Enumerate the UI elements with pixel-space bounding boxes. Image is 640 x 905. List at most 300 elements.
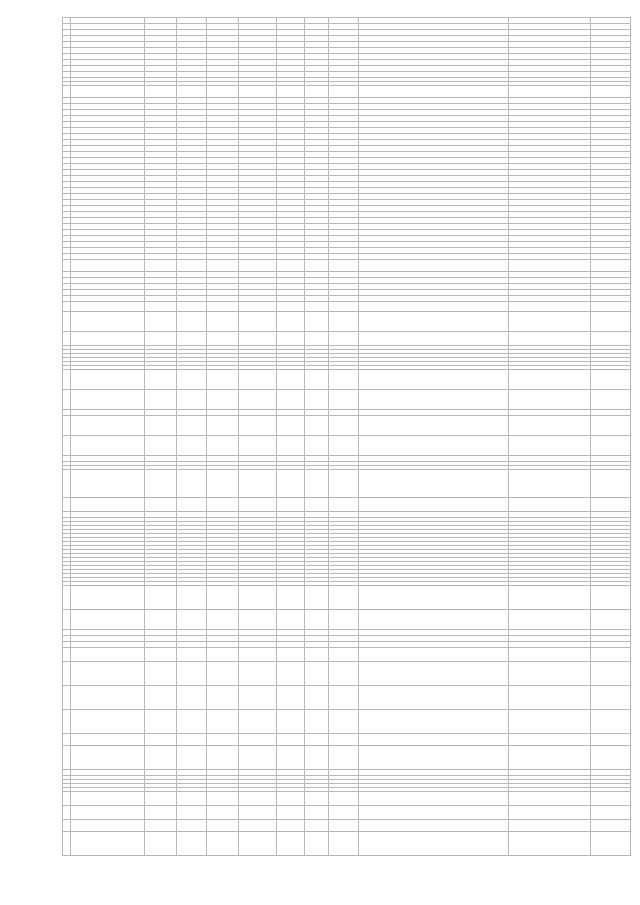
table-cell — [239, 86, 277, 98]
table-cell — [239, 498, 277, 512]
table-cell — [145, 470, 177, 498]
table-cell — [329, 662, 359, 686]
table-cell — [71, 312, 145, 332]
table-cell — [591, 586, 631, 610]
table-cell — [177, 832, 207, 856]
table-row — [63, 302, 631, 312]
table-cell — [145, 370, 177, 390]
table-cell — [359, 746, 509, 770]
table-row — [63, 734, 631, 746]
table-cell — [277, 470, 305, 498]
table-cell — [145, 436, 177, 456]
table-cell — [239, 746, 277, 770]
table-cell — [509, 792, 591, 806]
table-cell — [145, 746, 177, 770]
table-cell — [71, 610, 145, 630]
table-cell — [177, 332, 207, 346]
table-cell — [359, 610, 509, 630]
table-cell — [145, 820, 177, 832]
table-cell — [509, 470, 591, 498]
table-cell — [239, 470, 277, 498]
table-cell — [305, 746, 329, 770]
table-cell — [207, 302, 239, 312]
table-cell — [277, 390, 305, 410]
table-cell — [305, 370, 329, 390]
table-cell — [71, 710, 145, 734]
table-cell — [509, 832, 591, 856]
table-cell — [145, 610, 177, 630]
table-cell — [305, 820, 329, 832]
table-cell — [63, 662, 71, 686]
table-cell — [63, 832, 71, 856]
table-cell — [207, 734, 239, 746]
table-cell — [277, 302, 305, 312]
table-cell — [177, 820, 207, 832]
table-cell — [71, 370, 145, 390]
table-cell — [63, 610, 71, 630]
table-cell — [63, 734, 71, 746]
table-cell — [63, 260, 71, 272]
table-cell — [277, 610, 305, 630]
table-cell — [329, 436, 359, 456]
table-cell — [359, 436, 509, 456]
table-cell — [239, 792, 277, 806]
table-row — [63, 686, 631, 710]
table-cell — [239, 436, 277, 456]
table-cell — [239, 648, 277, 662]
table-cell — [509, 806, 591, 820]
table-cell — [329, 820, 359, 832]
table-cell — [277, 662, 305, 686]
table-cell — [71, 820, 145, 832]
table-row — [63, 498, 631, 512]
table-cell — [329, 734, 359, 746]
table-cell — [239, 260, 277, 272]
table-cell — [329, 686, 359, 710]
table-cell — [277, 332, 305, 346]
table-cell — [177, 498, 207, 512]
table-cell — [509, 302, 591, 312]
table-cell — [207, 686, 239, 710]
table-cell — [207, 746, 239, 770]
table-cell — [145, 332, 177, 346]
table-cell — [63, 746, 71, 770]
table-cell — [63, 586, 71, 610]
table-cell — [239, 832, 277, 856]
table-cell — [145, 648, 177, 662]
table-cell — [239, 390, 277, 410]
table-cell — [207, 610, 239, 630]
table-cell — [207, 416, 239, 436]
table-cell — [239, 416, 277, 436]
table-cell — [509, 498, 591, 512]
table-row — [63, 710, 631, 734]
table-cell — [71, 832, 145, 856]
table-cell — [71, 734, 145, 746]
table-cell — [329, 792, 359, 806]
table-cell — [509, 312, 591, 332]
table-cell — [277, 370, 305, 390]
table-cell — [71, 302, 145, 312]
table-cell — [509, 586, 591, 610]
table-cell — [277, 648, 305, 662]
table-cell — [277, 686, 305, 710]
table-cell — [509, 436, 591, 456]
table-cell — [277, 792, 305, 806]
table-cell — [239, 610, 277, 630]
table-cell — [305, 260, 329, 272]
table-cell — [591, 332, 631, 346]
table-cell — [177, 648, 207, 662]
table-cell — [145, 86, 177, 98]
table-cell — [207, 332, 239, 346]
table-cell — [71, 648, 145, 662]
table-cell — [509, 710, 591, 734]
table-cell — [329, 86, 359, 98]
table-cell — [207, 312, 239, 332]
table-cell — [63, 648, 71, 662]
table-row — [63, 86, 631, 98]
table-cell — [359, 710, 509, 734]
table-cell — [63, 470, 71, 498]
table-cell — [305, 586, 329, 610]
table-row — [63, 332, 631, 346]
table-cell — [177, 260, 207, 272]
table-cell — [305, 332, 329, 346]
table-cell — [359, 332, 509, 346]
table-cell — [509, 746, 591, 770]
table-cell — [145, 302, 177, 312]
table-cell — [359, 260, 509, 272]
table-cell — [71, 390, 145, 410]
table-cell — [329, 302, 359, 312]
table-cell — [177, 792, 207, 806]
table-cell — [71, 686, 145, 710]
table-row — [63, 792, 631, 806]
table-cell — [359, 586, 509, 610]
table-cell — [71, 806, 145, 820]
table-cell — [509, 390, 591, 410]
table-row — [63, 610, 631, 630]
table-cell — [277, 832, 305, 856]
table-cell — [329, 832, 359, 856]
table-cell — [305, 312, 329, 332]
table-cell — [591, 648, 631, 662]
table-cell — [71, 436, 145, 456]
table-cell — [177, 586, 207, 610]
table-cell — [591, 86, 631, 98]
table-cell — [305, 498, 329, 512]
table-row — [63, 648, 631, 662]
table-cell — [207, 498, 239, 512]
table-cell — [509, 662, 591, 686]
table-cell — [177, 746, 207, 770]
table-cell — [145, 390, 177, 410]
table-cell — [359, 312, 509, 332]
table-cell — [509, 734, 591, 746]
table-cell — [145, 806, 177, 820]
table-cell — [207, 832, 239, 856]
table-row — [63, 416, 631, 436]
table-cell — [509, 686, 591, 710]
table-row — [63, 312, 631, 332]
table-cell — [359, 734, 509, 746]
table-row — [63, 260, 631, 272]
table-cell — [305, 734, 329, 746]
table-row — [63, 820, 631, 832]
table-cell — [591, 686, 631, 710]
table-cell — [71, 332, 145, 346]
table-cell — [359, 686, 509, 710]
table-cell — [591, 832, 631, 856]
table-cell — [207, 470, 239, 498]
table-cell — [591, 390, 631, 410]
table-cell — [591, 746, 631, 770]
table-cell — [177, 302, 207, 312]
table-row — [63, 746, 631, 770]
table-cell — [63, 416, 71, 436]
table-cell — [509, 648, 591, 662]
table-cell — [63, 792, 71, 806]
table-cell — [591, 260, 631, 272]
table-cell — [359, 302, 509, 312]
table-cell — [71, 498, 145, 512]
table-cell — [63, 710, 71, 734]
table-cell — [239, 312, 277, 332]
table-cell — [305, 610, 329, 630]
table-cell — [277, 86, 305, 98]
table-cell — [71, 260, 145, 272]
table-cell — [277, 416, 305, 436]
table-cell — [63, 820, 71, 832]
table-cell — [177, 370, 207, 390]
table-cell — [63, 498, 71, 512]
table-cell — [509, 332, 591, 346]
table-cell — [591, 710, 631, 734]
table-cell — [239, 734, 277, 746]
table-cell — [359, 832, 509, 856]
table-cell — [71, 416, 145, 436]
table-cell — [509, 86, 591, 98]
table-cell — [359, 820, 509, 832]
table-row — [63, 390, 631, 410]
table-row — [63, 662, 631, 686]
table-cell — [177, 610, 207, 630]
table-row — [63, 470, 631, 498]
table-cell — [329, 498, 359, 512]
table-cell — [305, 662, 329, 686]
table-cell — [145, 586, 177, 610]
table-cell — [177, 470, 207, 498]
table-cell — [63, 332, 71, 346]
table-cell — [359, 390, 509, 410]
table-cell — [305, 710, 329, 734]
table-cell — [305, 686, 329, 710]
table-cell — [305, 792, 329, 806]
table-cell — [277, 498, 305, 512]
table-cell — [145, 312, 177, 332]
table-cell — [207, 390, 239, 410]
table-cell — [591, 498, 631, 512]
table-cell — [207, 586, 239, 610]
table-cell — [359, 86, 509, 98]
table-cell — [591, 416, 631, 436]
table-cell — [359, 498, 509, 512]
table-cell — [177, 734, 207, 746]
table-cell — [305, 416, 329, 436]
table-cell — [239, 806, 277, 820]
table-cell — [591, 662, 631, 686]
table-cell — [207, 648, 239, 662]
table-cell — [63, 390, 71, 410]
table-cell — [329, 710, 359, 734]
table-cell — [71, 470, 145, 498]
table-row — [63, 370, 631, 390]
table-cell — [207, 662, 239, 686]
table-cell — [359, 470, 509, 498]
table-cell — [277, 260, 305, 272]
table-cell — [591, 820, 631, 832]
table-cell — [277, 806, 305, 820]
table-cell — [71, 662, 145, 686]
table-cell — [509, 260, 591, 272]
table-cell — [591, 792, 631, 806]
table-cell — [239, 586, 277, 610]
table-cell — [177, 686, 207, 710]
table-cell — [207, 820, 239, 832]
table-cell — [207, 260, 239, 272]
table-row — [63, 436, 631, 456]
table-cell — [177, 390, 207, 410]
table-cell — [177, 662, 207, 686]
table-cell — [239, 332, 277, 346]
table-cell — [277, 820, 305, 832]
table-cell — [329, 332, 359, 346]
table-cell — [329, 470, 359, 498]
table-cell — [305, 470, 329, 498]
table-cell — [63, 806, 71, 820]
table-cell — [239, 302, 277, 312]
table-cell — [305, 436, 329, 456]
table-cell — [63, 86, 71, 98]
table-cell — [71, 792, 145, 806]
table-cell — [71, 86, 145, 98]
table-cell — [591, 806, 631, 820]
table-cell — [329, 746, 359, 770]
table-cell — [329, 648, 359, 662]
table-cell — [509, 610, 591, 630]
table-cell — [277, 586, 305, 610]
table-cell — [591, 734, 631, 746]
table-cell — [145, 662, 177, 686]
table-cell — [359, 792, 509, 806]
table-cell — [305, 302, 329, 312]
table-cell — [591, 302, 631, 312]
table-cell — [63, 436, 71, 456]
table-cell — [145, 416, 177, 436]
table-cell — [177, 806, 207, 820]
table-cell — [329, 610, 359, 630]
table-cell — [145, 734, 177, 746]
table-cell — [305, 832, 329, 856]
table-cell — [305, 86, 329, 98]
table-cell — [329, 312, 359, 332]
table-cell — [591, 470, 631, 498]
table-cell — [329, 586, 359, 610]
table-cell — [177, 312, 207, 332]
table-cell — [145, 498, 177, 512]
table-cell — [359, 370, 509, 390]
property-register-table — [62, 17, 631, 856]
table-cell — [239, 710, 277, 734]
table-cell — [359, 416, 509, 436]
table-cell — [359, 806, 509, 820]
table-cell — [63, 686, 71, 710]
table-cell — [71, 746, 145, 770]
table-cell — [277, 710, 305, 734]
table-cell — [277, 436, 305, 456]
table-cell — [239, 820, 277, 832]
table-row — [63, 586, 631, 610]
table-cell — [591, 436, 631, 456]
table-row — [63, 806, 631, 820]
table-cell — [207, 370, 239, 390]
table-cell — [591, 312, 631, 332]
table-cell — [591, 370, 631, 390]
table-cell — [145, 260, 177, 272]
table-cell — [305, 806, 329, 820]
table-cell — [359, 648, 509, 662]
table-cell — [207, 792, 239, 806]
table-cell — [329, 806, 359, 820]
table-cell — [145, 686, 177, 710]
table-cell — [207, 806, 239, 820]
table-cell — [591, 610, 631, 630]
table-cell — [277, 746, 305, 770]
table-cell — [63, 312, 71, 332]
table-cell — [239, 662, 277, 686]
table-cell — [329, 260, 359, 272]
table-cell — [177, 416, 207, 436]
table-cell — [277, 734, 305, 746]
table-cell — [177, 710, 207, 734]
table-cell — [509, 370, 591, 390]
table-cell — [177, 86, 207, 98]
table-row — [63, 832, 631, 856]
table-cell — [63, 370, 71, 390]
table-cell — [177, 436, 207, 456]
table-cell — [207, 436, 239, 456]
table-cell — [207, 86, 239, 98]
table-cell — [63, 302, 71, 312]
table-cell — [509, 820, 591, 832]
table-cell — [145, 792, 177, 806]
table-cell — [329, 416, 359, 436]
table-cell — [329, 390, 359, 410]
table-cell — [509, 416, 591, 436]
table-cell — [239, 686, 277, 710]
table-cell — [359, 662, 509, 686]
table-cell — [71, 586, 145, 610]
table-cell — [145, 832, 177, 856]
table-cell — [207, 710, 239, 734]
table-cell — [329, 370, 359, 390]
table-cell — [145, 710, 177, 734]
table-cell — [277, 312, 305, 332]
table-cell — [305, 648, 329, 662]
table-cell — [305, 390, 329, 410]
table-cell — [239, 370, 277, 390]
